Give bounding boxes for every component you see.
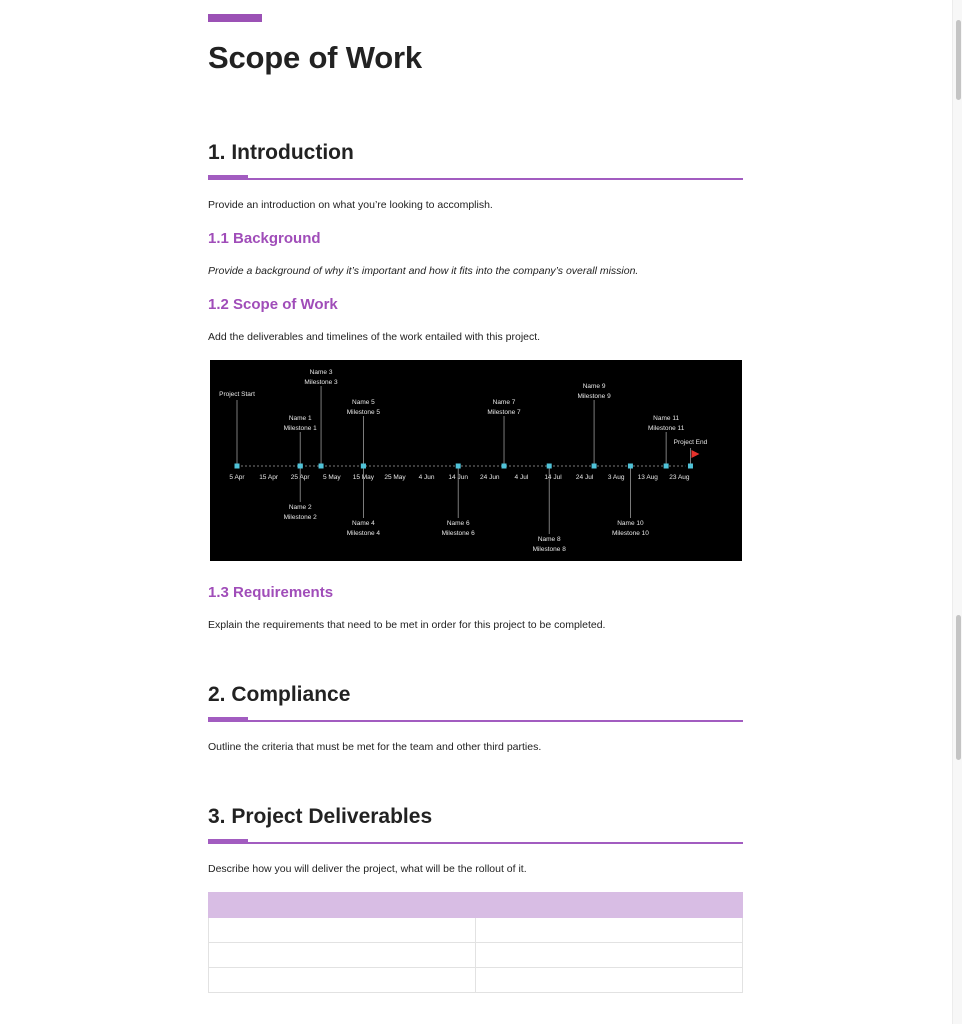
milestone-marker xyxy=(547,464,552,469)
milestone-name: Name 11 xyxy=(653,415,680,422)
deliverables-text: Describe how you will deliver the project, what will be the rollout of it. xyxy=(208,863,527,875)
milestone-marker xyxy=(456,464,461,469)
page-title: Scope of Work xyxy=(208,40,422,75)
timeline-date-label: 14 Jul xyxy=(544,474,562,481)
milestone-name: Name 9 xyxy=(582,383,606,390)
introduction-text: Provide an introduction on what you’re looking to accomplish. xyxy=(208,199,493,211)
table-row xyxy=(209,943,743,968)
scrollbar-track-upper[interactable] xyxy=(952,0,962,595)
timeline-date-label: 15 May xyxy=(352,474,375,481)
milestone-label: Milestone 10 xyxy=(611,530,649,537)
deliverables-table xyxy=(208,892,743,993)
subsection-heading-background: 1.1 Background xyxy=(208,230,321,247)
milestone-marker xyxy=(502,464,507,469)
scope-text: Add the deliverables and timelines of the work entailed with this project. xyxy=(208,331,541,343)
requirements-text: Explain the requirements that need to be met in order for this project to be completed. xyxy=(208,619,606,631)
milestone-label: Milestone 4 xyxy=(346,530,381,537)
timeline-date-label: 3 Aug xyxy=(607,474,625,481)
timeline-date-label: 5 May xyxy=(322,474,341,481)
table-header-cell[interactable] xyxy=(476,893,743,918)
section-heading-introduction: 1. Introduction xyxy=(208,141,354,164)
section-divider xyxy=(208,178,743,180)
scrollbar-track-lower[interactable] xyxy=(952,595,962,1024)
milestone-label: Milestone 3 xyxy=(304,379,338,386)
timeline-date-label: 25 Apr xyxy=(290,474,310,481)
milestone-marker xyxy=(592,464,597,469)
milestone-name: Name 1 xyxy=(288,415,312,422)
timeline-date-label: 24 Jul xyxy=(575,474,594,481)
milestone-label: Milestone 5 xyxy=(346,409,381,416)
table-cell[interactable] xyxy=(476,943,743,968)
section-heading-deliverables: 3. Project Deliverables xyxy=(208,805,433,828)
milestone-name: Project Start xyxy=(219,391,255,398)
subsection-heading-scope: 1.2 Scope of Work xyxy=(208,296,338,313)
milestone-label: Milestone 9 xyxy=(577,393,611,400)
timeline-date-label: 4 Jul xyxy=(514,474,529,481)
milestone-marker xyxy=(361,464,366,469)
table-cell[interactable] xyxy=(209,918,476,943)
milestone-label: Milestone 2 xyxy=(283,514,317,521)
milestone-name: Project End xyxy=(673,439,708,446)
timeline-date-label: 15 Apr xyxy=(259,474,278,481)
section-divider xyxy=(208,720,743,722)
milestone-label: Milestone 8 xyxy=(532,546,566,553)
compliance-text: Outline the criteria that must be met for the team and other third parties. xyxy=(208,741,542,753)
scrollbar-thumb-upper[interactable] xyxy=(956,20,961,100)
table-cell[interactable] xyxy=(476,918,743,943)
timeline-date-label: 4 Jun xyxy=(418,474,435,481)
table-row xyxy=(209,968,743,993)
timeline-date-label: 5 Apr xyxy=(229,474,245,481)
background-text: Provide a background of why it’s important and how it fits into the company’s overall mission. xyxy=(208,265,639,277)
milestone-name: Name 4 xyxy=(352,520,375,527)
section-divider-accent xyxy=(208,839,248,843)
milestone-marker xyxy=(688,464,693,469)
milestone-label: Milestone 6 xyxy=(441,530,475,537)
table-cell[interactable] xyxy=(209,968,476,993)
milestone-marker xyxy=(664,464,669,469)
milestone-marker xyxy=(298,464,303,469)
timeline-date-label: 23 Aug xyxy=(669,474,690,481)
timeline-date-label: 14 Jun xyxy=(448,474,468,481)
flag-icon xyxy=(691,450,699,458)
section-divider xyxy=(208,842,743,844)
milestone-marker xyxy=(235,464,240,469)
milestone-marker xyxy=(319,464,324,469)
table-row xyxy=(209,918,743,943)
timeline-chart xyxy=(210,360,742,561)
milestone-name: Name 5 xyxy=(352,399,375,406)
milestone-name: Name 7 xyxy=(492,399,516,406)
timeline-date-label: 24 Jun xyxy=(480,474,500,481)
milestone-name: Name 8 xyxy=(537,536,561,543)
title-accent-bar xyxy=(208,14,262,22)
milestone-label: Milestone 11 xyxy=(647,425,685,432)
milestone-label: Milestone 7 xyxy=(487,409,521,416)
timeline-svg xyxy=(210,360,742,561)
table-header-cell[interactable] xyxy=(209,893,476,918)
milestone-name: Name 10 xyxy=(617,520,644,527)
timeline-date-label: 13 Aug xyxy=(637,474,658,481)
milestone-name: Name 2 xyxy=(288,504,312,511)
section-heading-compliance: 2. Compliance xyxy=(208,683,351,706)
timeline-date-label: 25 May xyxy=(384,474,406,481)
milestone-label: Milestone 1 xyxy=(283,425,317,432)
table-cell[interactable] xyxy=(209,943,476,968)
table-cell[interactable] xyxy=(476,968,743,993)
milestone-marker xyxy=(628,464,633,469)
section-divider-accent xyxy=(208,175,248,179)
milestone-name: Name 6 xyxy=(446,520,470,527)
milestone-name: Name 3 xyxy=(309,369,333,376)
scrollbar-thumb-lower[interactable] xyxy=(956,615,961,760)
table-header-row xyxy=(209,893,743,918)
subsection-heading-requirements: 1.3 Requirements xyxy=(208,584,334,601)
section-divider-accent xyxy=(208,717,248,721)
